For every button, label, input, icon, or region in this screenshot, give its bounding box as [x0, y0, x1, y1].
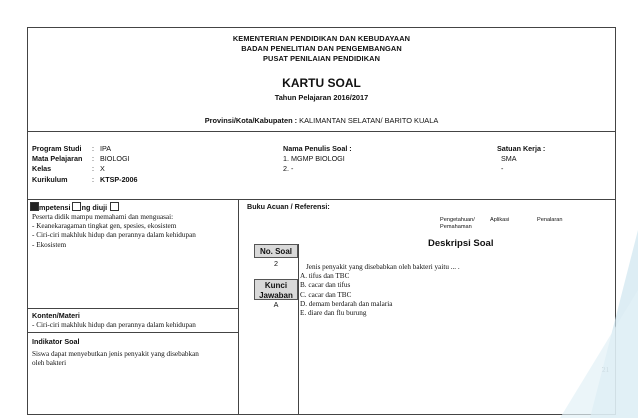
kompetensi-title-part: ng diuji — [81, 203, 108, 212]
answer-option: E. diare dan flu burung — [300, 309, 367, 318]
list-item: - Ciri-ciri makhluk hidup dan perannya dalam kehidupan — [32, 231, 196, 240]
writer-item: 1. MGMP BIOLOGI — [283, 154, 345, 164]
info-sep: : — [92, 144, 94, 153]
agency-name: BADAN PENELITIAN DAN PENGEMBANGAN — [241, 44, 402, 53]
indikator-line: oleh bakteri — [32, 359, 67, 368]
indikator-line: Siswa dapat menyebutkan jenis penyakit yang disebabkan — [32, 350, 199, 358]
ministry-name: KEMENTERIAN PENDIDIKAN DAN KEBUDAYAAN — [232, 34, 411, 43]
info-sep: : — [92, 154, 94, 164]
indikator-text — [32, 350, 236, 368]
indikator-title: Indikator Soal — [32, 337, 80, 346]
academic-year: Tahun Pelajaran 2016/2017 — [274, 93, 369, 102]
level-knowledge: Pengetahuan/ Pemahaman — [440, 217, 475, 230]
unit-label: Satuan Kerja : — [497, 144, 546, 153]
list-item: - Keanekaragaman tingkat gen, spesies, ekosistem — [32, 222, 177, 231]
kompetensi-body — [32, 213, 236, 250]
level-reasoning: Penalaran — [537, 217, 563, 223]
info-value: X — [100, 164, 105, 174]
province-value: KALIMANTAN SELATAN/ BARITO KUALA — [297, 116, 439, 125]
info-label: Mata Pelajaran — [32, 154, 83, 164]
info-value: KTSP-2006 — [100, 174, 138, 184]
kompetensi-title-part: mpetensi — [39, 203, 71, 212]
divider-desc — [298, 244, 299, 415]
page-title: KARTU SOAL — [282, 76, 361, 90]
question-number: 2 — [274, 259, 278, 268]
divider-column — [238, 199, 239, 415]
answer-option: D. demam berdarah dan malaria — [300, 299, 393, 308]
writer-info — [283, 144, 463, 175]
checkbox-icon[interactable] — [110, 202, 119, 211]
info-sep: : — [92, 164, 94, 174]
info-label: Program Studi — [32, 144, 82, 153]
divider-header — [27, 131, 616, 132]
checkbox-checked-icon[interactable] — [30, 202, 39, 211]
divider-info — [27, 199, 616, 200]
unit-item: - — [501, 164, 504, 174]
writer-label: Nama Penulis Soal : — [283, 144, 352, 153]
divider-konten — [27, 308, 238, 309]
info-value: IPA — [100, 144, 112, 153]
answer-key-label — [254, 279, 298, 300]
info-row — [32, 144, 272, 154]
divider-indikator — [27, 332, 238, 333]
answer-key-label-line: Jawaban — [259, 290, 293, 300]
konten-text: - Ciri-ciri makhluk hidup dan perannya dalam kehidupan — [32, 321, 196, 329]
center-name: PUSAT PENILAIAN PENDIDIKAN — [262, 54, 381, 63]
info-row — [32, 154, 272, 164]
province-line — [27, 116, 616, 125]
info-label: Kelas — [32, 164, 52, 174]
province-label: Provinsi/Kota/Kabupaten : — [204, 116, 298, 125]
writer-item: 2. - — [283, 164, 294, 174]
level-application: Aplikasi — [490, 217, 510, 223]
description-title: Deskripsi Soal — [428, 238, 494, 249]
info-sep: : — [92, 174, 94, 184]
answer-option: B. cacar dan tifus — [300, 281, 351, 290]
info-row — [32, 164, 272, 174]
answer-option: C. cacar dan TBC — [300, 290, 352, 299]
answer-key-label-line: Kunci — [264, 281, 288, 290]
answer-key: A — [273, 300, 279, 309]
info-row — [32, 175, 272, 185]
corner-decoration — [560, 230, 638, 418]
info-label: Kurikulum — [32, 174, 68, 184]
question-text: Jenis penyakit yang disebabkan oleh bakteri yaitu ... . — [306, 263, 460, 271]
checkbox-icon[interactable] — [72, 202, 81, 211]
kompetensi-text: Peserta didik mampu memahami dan menguasai: — [32, 213, 174, 221]
answer-option: A. tifus dan TBC — [300, 272, 350, 281]
program-info — [32, 144, 272, 185]
question-number-label: No. Soal — [254, 244, 298, 258]
info-value: BIOLOGI — [100, 154, 130, 164]
referensi-title: Buku Acuan / Referensi: — [247, 202, 330, 211]
konten-title: Konten/Materi — [32, 311, 80, 320]
list-item: - Ekosistem — [32, 240, 67, 249]
unit-item: SMA — [501, 154, 517, 164]
unit-info — [497, 144, 607, 175]
kompetensi-title — [30, 202, 119, 212]
